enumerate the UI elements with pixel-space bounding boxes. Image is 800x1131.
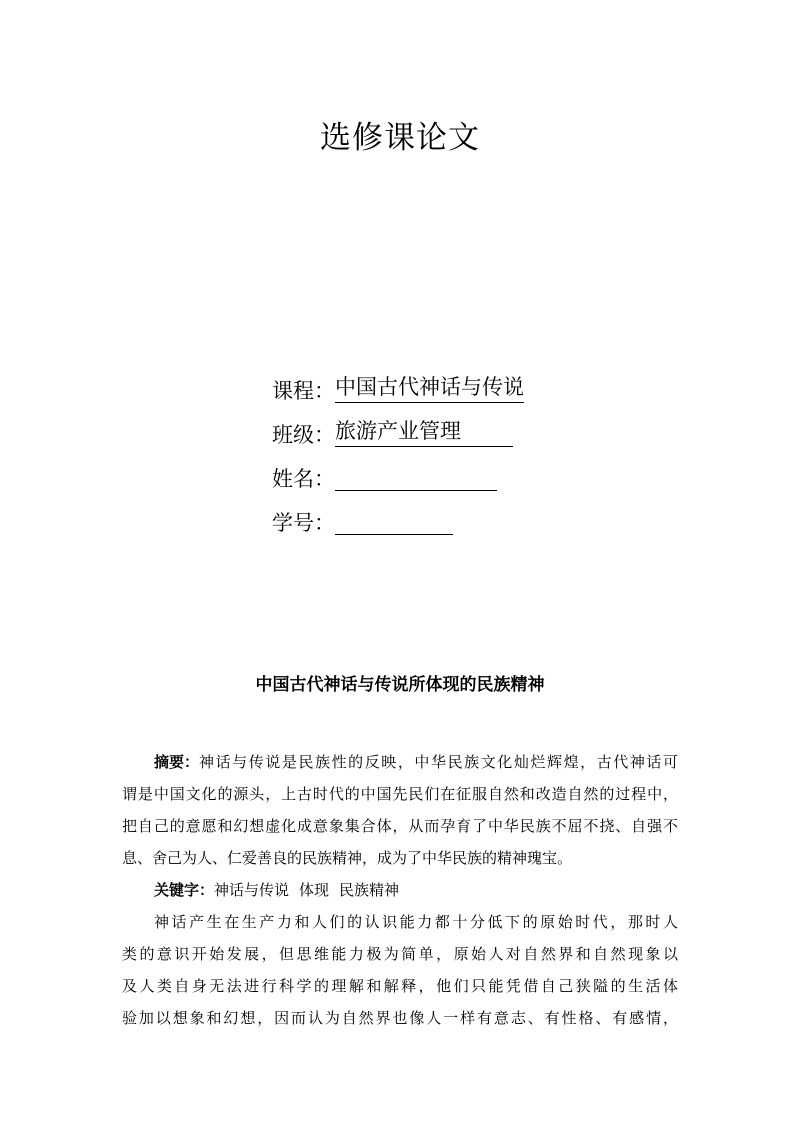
abstract-text: 息、舍己为人、仁爱善良的民族精神，成为了中华民族的精神瑰宝。: [122, 849, 573, 867]
course-label: 课程：: [272, 379, 335, 403]
paragraph-text: 类的意识开始发展，但思维能力极为简单，原始人对自然界和自然现象以: [122, 945, 678, 963]
paragraph-line: [122, 1002, 678, 1034]
paragraph-text: 验加以想象和幻想，因而认为自然界也像人一样有意志、有性格、有感情，: [122, 1009, 678, 1027]
name-label: 姓名：: [272, 467, 335, 491]
essay-title: 中国古代神话与传说所体现的民族精神: [255, 675, 545, 695]
keyword: 体现: [299, 881, 330, 899]
name-field: [272, 460, 524, 504]
paragraph-line: [122, 906, 678, 938]
paragraph-line: [122, 970, 678, 1002]
keyword: 民族精神: [339, 881, 400, 899]
paragraph-text: 及人类自身无法进行科学的理解和解释，他们只能凭借自己狭隘的生活体: [122, 977, 678, 995]
keywords-label: 关键字：: [154, 881, 215, 899]
student-id-label: 学号：: [272, 511, 335, 535]
abstract-line: [122, 842, 678, 874]
paragraph-line: [122, 938, 678, 970]
keywords-line: [122, 874, 678, 906]
keyword: 神话与传说: [214, 881, 290, 899]
abstract-line: [122, 810, 678, 842]
paragraph-text: 神话产生在生产力和人们的认识能力都十分低下的原始时代，那时人: [154, 913, 678, 931]
essay-body: [122, 746, 678, 1034]
abstract-label: 摘要：: [154, 753, 200, 771]
cover-title: 选修课论文: [320, 120, 480, 156]
course-value: 中国古代神话与传说: [335, 372, 524, 403]
name-blank-line: [335, 460, 497, 491]
cover-info-block: [272, 372, 524, 548]
abstract-text: 谓是中国文化的源头，上古时代的中国先民们在征服自然和改造自然的过程中，: [122, 785, 678, 803]
abstract-text: 把自己的意愿和幻想虚化成意象集合体，从而孕育了中华民族不屈不挠、自强不: [122, 817, 678, 835]
student-id-blank-line: [335, 504, 453, 535]
class-label: 班级：: [272, 423, 335, 447]
class-value: 旅游产业管理: [335, 416, 513, 447]
abstract-line: [122, 778, 678, 810]
class-field: [272, 416, 524, 460]
abstract-text: 神话与传说是民族性的反映，中华民族文化灿烂辉煌，古代神话可: [199, 753, 678, 771]
student-id-field: [272, 504, 524, 548]
course-field: [272, 372, 524, 416]
abstract-line: [122, 746, 678, 778]
